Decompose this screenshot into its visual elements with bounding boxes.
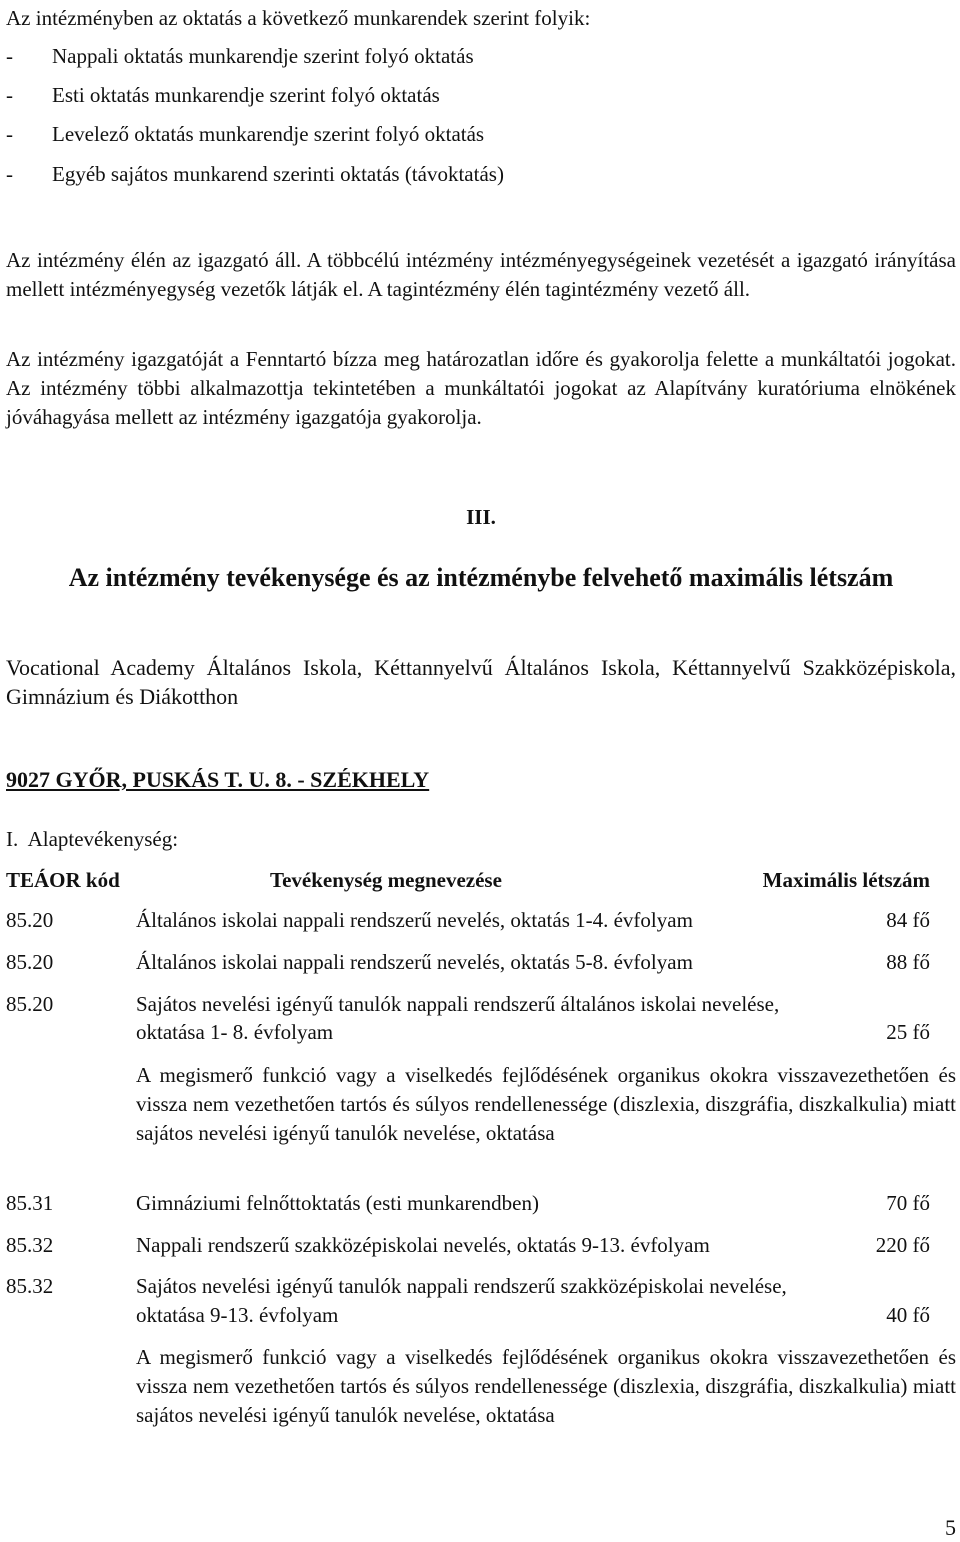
bullet: - [6, 83, 13, 107]
row-capacity: 70 fő [886, 1191, 930, 1215]
row-note: A megismerő funkció vagy a viselkedés fejlődésének organikus okokra visszavezethetően és vissza nem vezethetően tartós és súlyos rendellenessége (diszlexia, diszgráfia, diszkalkulia) miatt sajátos nevelési igényű tanulók nevelése, oktatása [136, 1063, 956, 1145]
intro-lead: Az intézményben az oktatás a következő munkarendek szerint folyik: [6, 6, 591, 30]
row-description: Gimnáziumi felnőttoktatás (esti munkarendben) [136, 1191, 539, 1215]
row-code: 85.32 [6, 1233, 54, 1257]
activity-heading: I. Alaptevékenység: [6, 827, 179, 851]
paragraph-employment: Az intézmény igazgatóját a Fenntartó bízza meg határozatlan időre és gyakorolja felette a munkáltatói jogokat. Az intézmény többi alkalmazottja tekintetében a munkáltatói jogokat az Alapítvány kuratóriuma elnökének jóváhagyása mellett az intézmény igazgatója gyakorolja. [6, 347, 956, 429]
section-number: III. [466, 505, 496, 529]
address-heading: 9027 GYŐR, PUSKÁS T. U. 8. - SZÉKHELY [6, 767, 430, 792]
row-note: A megismerő funkció vagy a viselkedés fejlődésének organikus okokra visszavezethetően és vissza nem vezethetően tartós és súlyos rendellenessége (diszlexia, diszgráfia, diszkalkulia) miatt sajátos nevelési igényű tanulók nevelése, oktatása [136, 1345, 956, 1427]
list-item: - Levelező oktatás munkarendje szerint folyó oktatás [6, 120, 484, 149]
row-description-cont: oktatása 1- 8. évfolyam [136, 1020, 334, 1044]
row-code: 85.20 [6, 908, 54, 932]
row-capacity: 40 fő [886, 1303, 930, 1327]
row-code: 85.32 [6, 1274, 54, 1298]
section-title: Az intézmény tevékenysége és az intézménybe felvehető maximális létszám [68, 563, 894, 592]
row-description: Sajátos nevelési igényű tanulók nappali rendszerű általános iskolai nevelése, [136, 992, 780, 1016]
list-item: - Esti oktatás munkarendje szerint folyó oktatás [6, 81, 440, 110]
row-code: 85.20 [6, 992, 54, 1016]
row-description: Általános iskolai nappali rendszerű nevelés, oktatás 1-4. évfolyam [136, 908, 693, 932]
bullet: - [6, 44, 13, 68]
row-capacity: 84 fő [886, 908, 930, 932]
row-capacity: 88 fő [886, 950, 930, 974]
row-description-cont: oktatása 9-13. évfolyam [136, 1303, 339, 1327]
row-capacity: 220 fő [875, 1233, 930, 1257]
paragraph-leadership: Az intézmény élén az igazgató áll. A többcélú intézmény intézményegységeinek vezetését a igazgató irányítása mellett intézményegység vezetők látják el. A tagintézmény élén tagintézmény vezető áll. [6, 248, 956, 301]
page-number: 5 [945, 1515, 956, 1540]
list-item: - Nappali oktatás munkarendje szerint folyó oktatás [6, 42, 474, 71]
header-capacity: Maximális létszám [762, 868, 930, 892]
bullet: - [6, 122, 13, 146]
list-item: - Egyéb sajátos munkarend szerinti oktatás (távoktatás) [6, 160, 504, 189]
row-capacity: 25 fő [886, 1020, 930, 1044]
row-description: Nappali rendszerű szakközépiskolai nevelés, oktatás 9-13. évfolyam [136, 1233, 710, 1257]
row-code: 85.20 [6, 950, 54, 974]
row-code: 85.31 [6, 1191, 54, 1215]
row-description: Sajátos nevelési igényű tanulók nappali rendszerű szakközépiskolai nevelése, [136, 1274, 787, 1298]
bullet: - [6, 162, 13, 186]
header-activity: Tevékenység megnevezése [270, 868, 502, 892]
institution-name: Vocational Academy Általános Iskola, Kéttannyelvű Általános Iskola, Kéttannyelvű Szakközépiskola, Gimnázium és Diákotthon [6, 655, 956, 709]
header-code: TEÁOR kód [6, 868, 120, 892]
row-description: Általános iskolai nappali rendszerű nevelés, oktatás 5-8. évfolyam [136, 950, 693, 974]
